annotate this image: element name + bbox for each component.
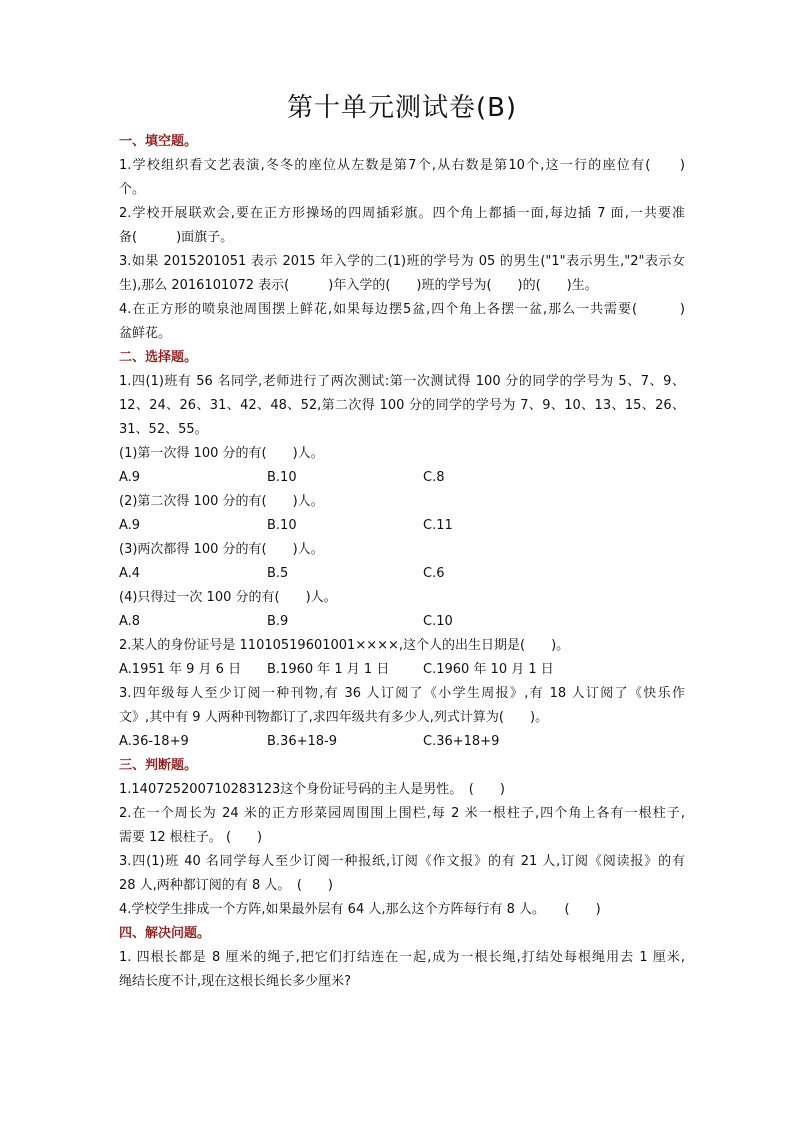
judge-q2-line1: 2.在一个周长为 24 米的正方形菜园周围围上围栏,每 2 米一根柱子,四个角上各有一根柱子, <box>119 806 685 821</box>
fill-q4-line2: 盆鲜花。 <box>119 326 172 341</box>
choice-sub1-options <box>119 466 685 490</box>
choice-sub1: (1)第一次得 100 分的有( )人。 <box>119 446 324 461</box>
option-a: A.9 <box>119 518 141 533</box>
choice-sub3: (3)两次都得 100 分的有( )人。 <box>119 542 324 557</box>
choice-q2: 2.某人的身份证号是 11010519601001××××,这个人的出生日期是( )。 <box>119 638 570 653</box>
option-c: C.6 <box>423 566 445 581</box>
choice-q2-options <box>119 658 685 682</box>
choice-q3-line1: 3.四年级每人至少订阅一种刊物,有 36 人订阅了《小学生周报》,有 18 人订阅了《快乐作 <box>119 686 685 701</box>
option-a: A.9 <box>119 470 141 485</box>
solve-q1-line1: 1. 四根长都是 8 厘米的绳子,把它们打结连在一起,成为一根长绳,打结处每根绳用去 1 厘米, <box>119 950 685 965</box>
fill-q2-line2: 备( )面旗子。 <box>119 230 234 245</box>
choice-q1-line3: 31、52、55。 <box>119 422 208 437</box>
judge-q1: 1.140725200710283123这个身份证号码的主人是男性。 ( ) <box>119 782 505 797</box>
option-a: A.1951 年 9 月 6 日 <box>119 662 242 677</box>
choice-sub4-options <box>119 610 685 634</box>
option-c: C.10 <box>423 614 453 629</box>
option-a: A.4 <box>119 566 141 581</box>
fill-q3-line1: 3.如果 2015201051 表示 2015 年入学的二(1)班的学号为 05 的男生("1"表示男生,"2"表示女 <box>119 254 685 269</box>
choice-sub4: (4)只得过一次 100 分的有( )人。 <box>119 590 337 605</box>
page-title: 第十单元测试卷(B) <box>286 93 518 123</box>
worksheet-content <box>119 130 685 994</box>
solve-q1-line2: 绳结长度不计,现在这根长绳长多少厘米? <box>119 974 352 989</box>
section-heading-choice: 二、选择题。 <box>119 350 198 365</box>
option-c: C.36+18+9 <box>423 734 500 749</box>
option-b: B.10 <box>267 518 297 533</box>
option-b: B.10 <box>267 470 297 485</box>
fill-q1-line1: 1.学校组织看文艺表演,冬冬的座位从左数是第7个,从右数是第10个,这一行的座位有( ) <box>119 158 685 173</box>
fill-q2-line1: 2.学校开展联欢会,要在正方形操场的四周插彩旗。四个角上都插一面,每边插 7 面,一共要准 <box>119 206 685 221</box>
section-heading-judge: 三、判断题。 <box>119 758 198 773</box>
section-heading-solve: 四、解决问题。 <box>119 926 211 941</box>
fill-q1-line2: 个。 <box>119 182 146 197</box>
option-b: B.1960 年 1 月 1 日 <box>267 662 390 677</box>
judge-q3-line2: 28 人,两种都订阅的有 8 人。 ( ) <box>119 878 333 893</box>
choice-q1-line1: 1.四(1)班有 56 名同学,老师进行了两次测试:第一次测试得 100 分的同学的学号为 5、7、9、 <box>119 374 685 389</box>
section-heading-fill: 一、填空题。 <box>119 134 198 149</box>
judge-q4: 4.学校学生排成一个方阵,如果最外层有 64 人,那么这个方阵每行有 8 人。 ( ) <box>119 902 601 917</box>
option-a: A.36-18+9 <box>119 734 189 749</box>
option-c: C.8 <box>423 470 445 485</box>
choice-q3-line2: 文》,其中有 9 人两种刊物都订了,求四年级共有多少人,列式计算为( )。 <box>119 710 549 725</box>
choice-sub2-options <box>119 514 685 538</box>
option-a: A.8 <box>119 614 141 629</box>
fill-q3-line2: 生),那么 2016101072 表示( )年入学的( )班的学号为( )的( )生。 <box>119 278 598 293</box>
choice-sub3-options <box>119 562 685 586</box>
option-c: C.1960 年 10 月 1 日 <box>423 662 554 677</box>
choice-sub2: (2)第二次得 100 分的有( )人。 <box>119 494 324 509</box>
option-b: B.36+18-9 <box>267 734 337 749</box>
option-c: C.11 <box>423 518 453 533</box>
judge-q3-line1: 3.四(1)班 40 名同学每人至少订阅一种报纸,订阅《作文报》的有 21 人,订阅《阅读报》的有 <box>119 854 685 869</box>
choice-q3-options <box>119 730 685 754</box>
judge-q2-line2: 需要 12 根柱子。 ( ) <box>119 830 263 845</box>
option-b: B.9 <box>267 614 289 629</box>
choice-q1-line2: 12、24、26、31、42、48、52,第二次得 100 分的同学的学号为 7、9、10、13、15、26、 <box>119 398 685 413</box>
fill-q4-line1: 4.在正方形的喷泉池周围摆上鲜花,如果每边摆5盆,四个角上各摆一盆,那么一共需要( ) <box>119 302 685 317</box>
option-b: B.5 <box>267 566 289 581</box>
